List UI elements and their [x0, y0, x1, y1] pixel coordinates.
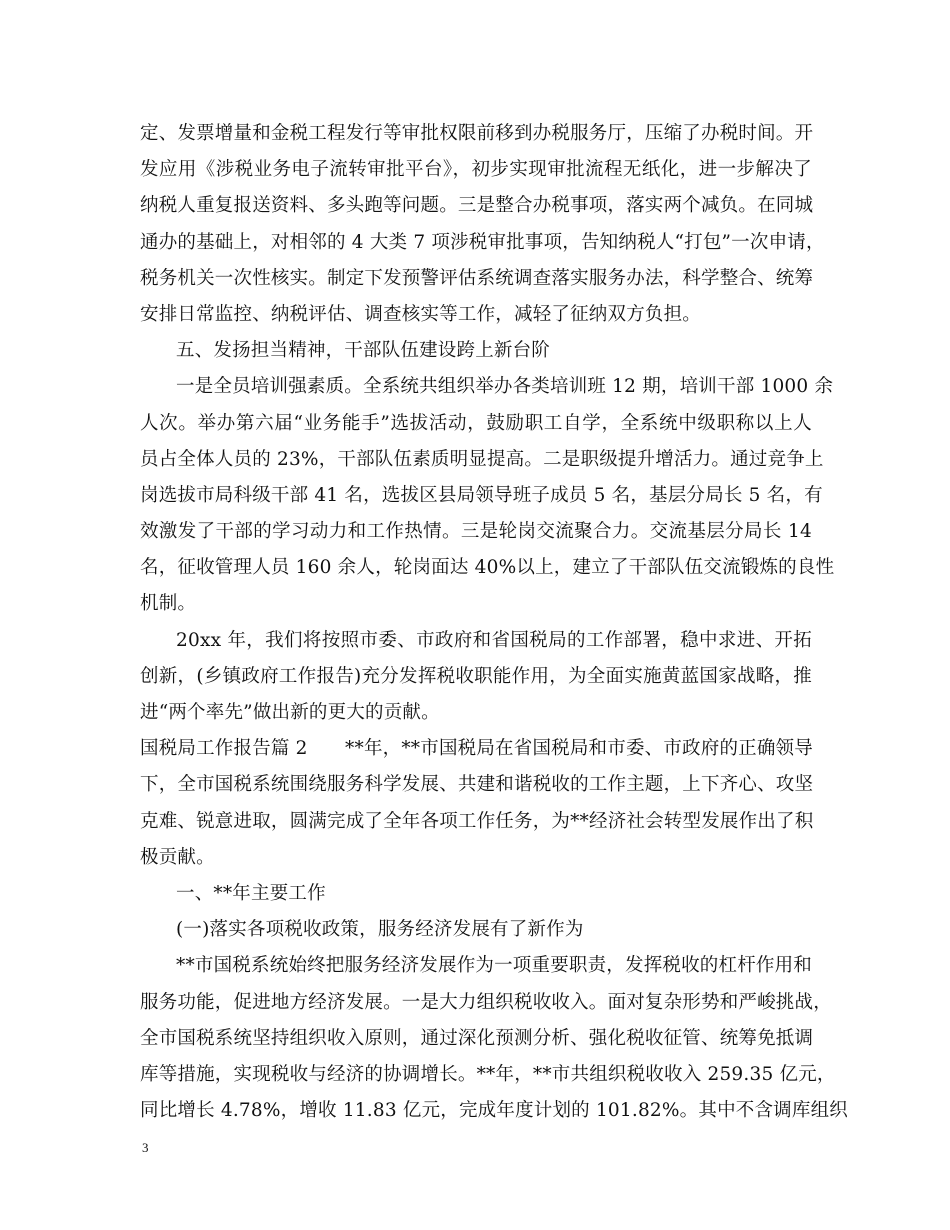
text-line: 全市国税系统坚持组织收入原则，通过深化预测分析、强化税收征管、统筹免抵调	[140, 1027, 814, 1049]
text-line: 安排日常监控、纳税评估、调查核实等工作，减轻了征纳双方负担。	[140, 303, 702, 325]
text-line: 国税局工作报告篇 2 **年，**市国税局在省国税局和市委、市政府的正确领导	[140, 738, 813, 760]
text-line: 机制。	[140, 593, 197, 615]
text-line: 定、发票增量和金税工程发行等审批权限前移到办税服务厅，压缩了办税时间。开	[140, 123, 814, 144]
text-line: 一是全员培训强素质。全系统共组织举办各类培训班 12 期，培训干部 1000 余	[176, 376, 834, 398]
text-line: 纳税人重复报送资料、多头跑等问题。三是整合办税事项，落实两个减负。在同城	[140, 195, 814, 217]
text-line: 人次。举办第六届“业务能手”选拔活动，鼓励职工自学，全系统中级职称以上人	[140, 412, 812, 434]
text-line: 进“两个率先”做出新的更大的贡献。	[140, 702, 440, 723]
text-line: 服务功能，促进地方经济发展。一是大力组织税收收入。面对复杂形势和严峻挑战，	[140, 991, 832, 1013]
text-line: 效激发了干部的学习动力和工作热情。三是轮岗交流聚合力。交流基层分局长 14	[140, 521, 812, 543]
text-line: 员占全体人员的 23%，干部队伍素质明显提高。二是职级提升增活力。通过竞争上	[140, 448, 824, 470]
text-line: 一、**年主要工作	[176, 882, 326, 904]
text-line: 同比增长 4.78%，增收 11.83 亿元，完成年度计划的 101.82%。其中不含调库组织	[140, 1100, 848, 1122]
text-line: 创新，(乡镇政府工作报告)充分发挥税收职能作用，为全面实施黄蓝国家战略，推	[140, 665, 812, 687]
text-line: (一)落实各项税收政策，服务经济发展有了新作为	[176, 919, 584, 941]
document-body	[140, 116, 848, 1129]
text-line: 发应用《涉税业务电子流转审批平台》，初步实现审批流程无纸化，进一步解决了	[140, 159, 812, 181]
text-line: 20xx 年，我们将按照市委、市政府和省国税局的工作部署，稳中求进、开拓	[176, 629, 812, 651]
text-line: 极贡献。	[140, 846, 215, 868]
text-line: 通办的基础上，对相邻的 4 大类 7 项涉税审批事项，告知纳税人“打包”一次申请，	[140, 231, 825, 253]
text-line: 五、发扬担当精神，干部队伍建设跨上新台阶	[176, 340, 551, 362]
text-line: 税务机关一次性核实。制定下发预警评估系统调查落实服务办法，科学整合、统筹	[140, 267, 814, 289]
text-line: **市国税系统始终把服务经济发展作为一项重要职责，发挥税收的杠杆作用和	[176, 955, 813, 977]
text-line: 名，征收管理人员 160 余人，轮岗面达 40%以上，建立了干部队伍交流锻炼的良性	[140, 557, 835, 579]
text-line: 库等措施，实现税收与经济的协调增长。**年，**市共组织税收收入 259.35 亿元，	[140, 1063, 836, 1085]
text-line: 克难、锐意进取，圆满完成了全年各项工作任务，为**经济社会转型发展作出了积	[140, 810, 814, 832]
text-line: 岗选拔市局科级干部 41 名，选拔区县局领导班子成员 5 名，基层分局长 5 名，有	[140, 484, 823, 506]
page-number: 3	[142, 1140, 149, 1155]
text-line: 下，全市国税系统围绕服务科学发展、共建和谐税收的工作主题，上下齐心、攻坚	[140, 774, 814, 796]
